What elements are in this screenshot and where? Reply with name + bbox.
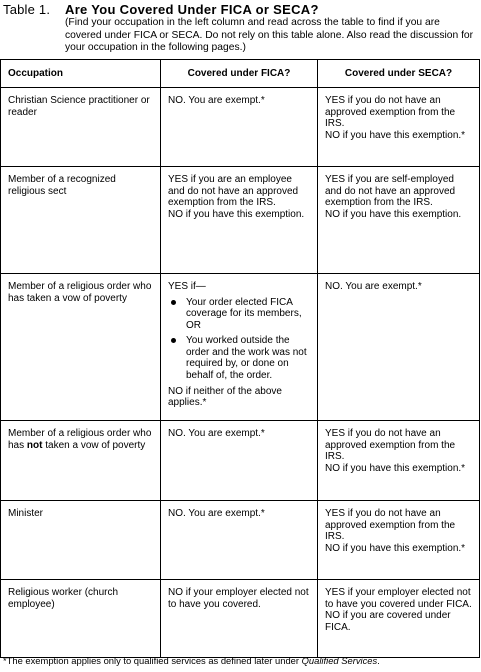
- fica-conditions-list: [168, 297, 310, 382]
- list-item: You worked outside the order and the work was not required by, or done on behalf of, the order.: [168, 335, 310, 382]
- table-row: [1, 167, 480, 274]
- column-header-seca: Covered under SECA?: [318, 60, 480, 88]
- table-row: [1, 580, 480, 658]
- occupation-cell: Member of a religious order who has taken a vow of poverty: [1, 274, 161, 421]
- column-header-occupation: Occupation: [1, 60, 161, 88]
- table-row: [1, 274, 480, 421]
- fica-cell: NO. You are exempt.*: [161, 421, 318, 501]
- occupation-cell: Member of a religious order who has not taken a vow of poverty: [1, 421, 161, 501]
- seca-cell: YES if your employer elected not to have you covered under FICA. NO if you are covered under FICA.: [318, 580, 480, 658]
- column-header-fica: Covered under FICA?: [161, 60, 318, 88]
- occupation-cell: Christian Science practitioner or reader: [1, 88, 161, 167]
- table-row: [1, 501, 480, 580]
- table-row: [1, 421, 480, 501]
- table-instructions: (Find your occupation in the left column and read across the table to find if you are covered under FICA or SECA. Do not rely on this table alone. Also read the discussion for your occupation in the following pages.): [65, 17, 474, 54]
- fica-cell: YES if you are an employee and do not have an approved exemption from the IRS. NO if you have this exemption.: [161, 167, 318, 274]
- fica-cell: NO. You are exempt.*: [161, 88, 318, 167]
- coverage-table: [0, 59, 480, 658]
- fica-cell: YES if— Your order elected FICA coverage for its members, OR You worked outside the order and the work was not required by, or done on behalf of, the order. NO if neither of the above applies.*: [161, 274, 318, 421]
- fica-cell: NO if your employer elected not to have you covered.: [161, 580, 318, 658]
- seca-cell: YES if you do not have an approved exemption from the IRS. NO if you have this exemption.*: [318, 501, 480, 580]
- occupation-cell: Member of a recognized religious sect: [1, 167, 161, 274]
- occupation-cell: Religious worker (church employee): [1, 580, 161, 658]
- table-number: Table 1.: [3, 2, 51, 17]
- table-header-row: [1, 60, 480, 88]
- fica-cell: NO. You are exempt.*: [161, 501, 318, 580]
- bullet-icon: [171, 300, 176, 305]
- occupation-cell: Minister: [1, 501, 161, 580]
- seca-cell: YES if you are self-employed and do not have an approved exemption from the IRS. NO if you have this exemption.: [318, 167, 480, 274]
- bullet-icon: [171, 338, 176, 343]
- list-item: Your order elected FICA coverage for its members, OR: [168, 297, 310, 332]
- table-title: Are You Covered Under FICA or SECA?: [65, 2, 319, 17]
- seca-cell: NO. You are exempt.*: [318, 274, 480, 421]
- seca-cell: YES if you do not have an approved exemption from the IRS. NO if you have this exemption.*: [318, 88, 480, 167]
- emphasis-not: not: [26, 439, 43, 451]
- footnote-link-text: Qualified Services: [301, 655, 378, 666]
- footnote: *The exemption applies only to qualified services as defined later under Qualified Services.: [3, 655, 380, 666]
- table-row: [1, 88, 480, 167]
- seca-cell: YES if you do not have an approved exemption from the IRS. NO if you have this exemption.*: [318, 421, 480, 501]
